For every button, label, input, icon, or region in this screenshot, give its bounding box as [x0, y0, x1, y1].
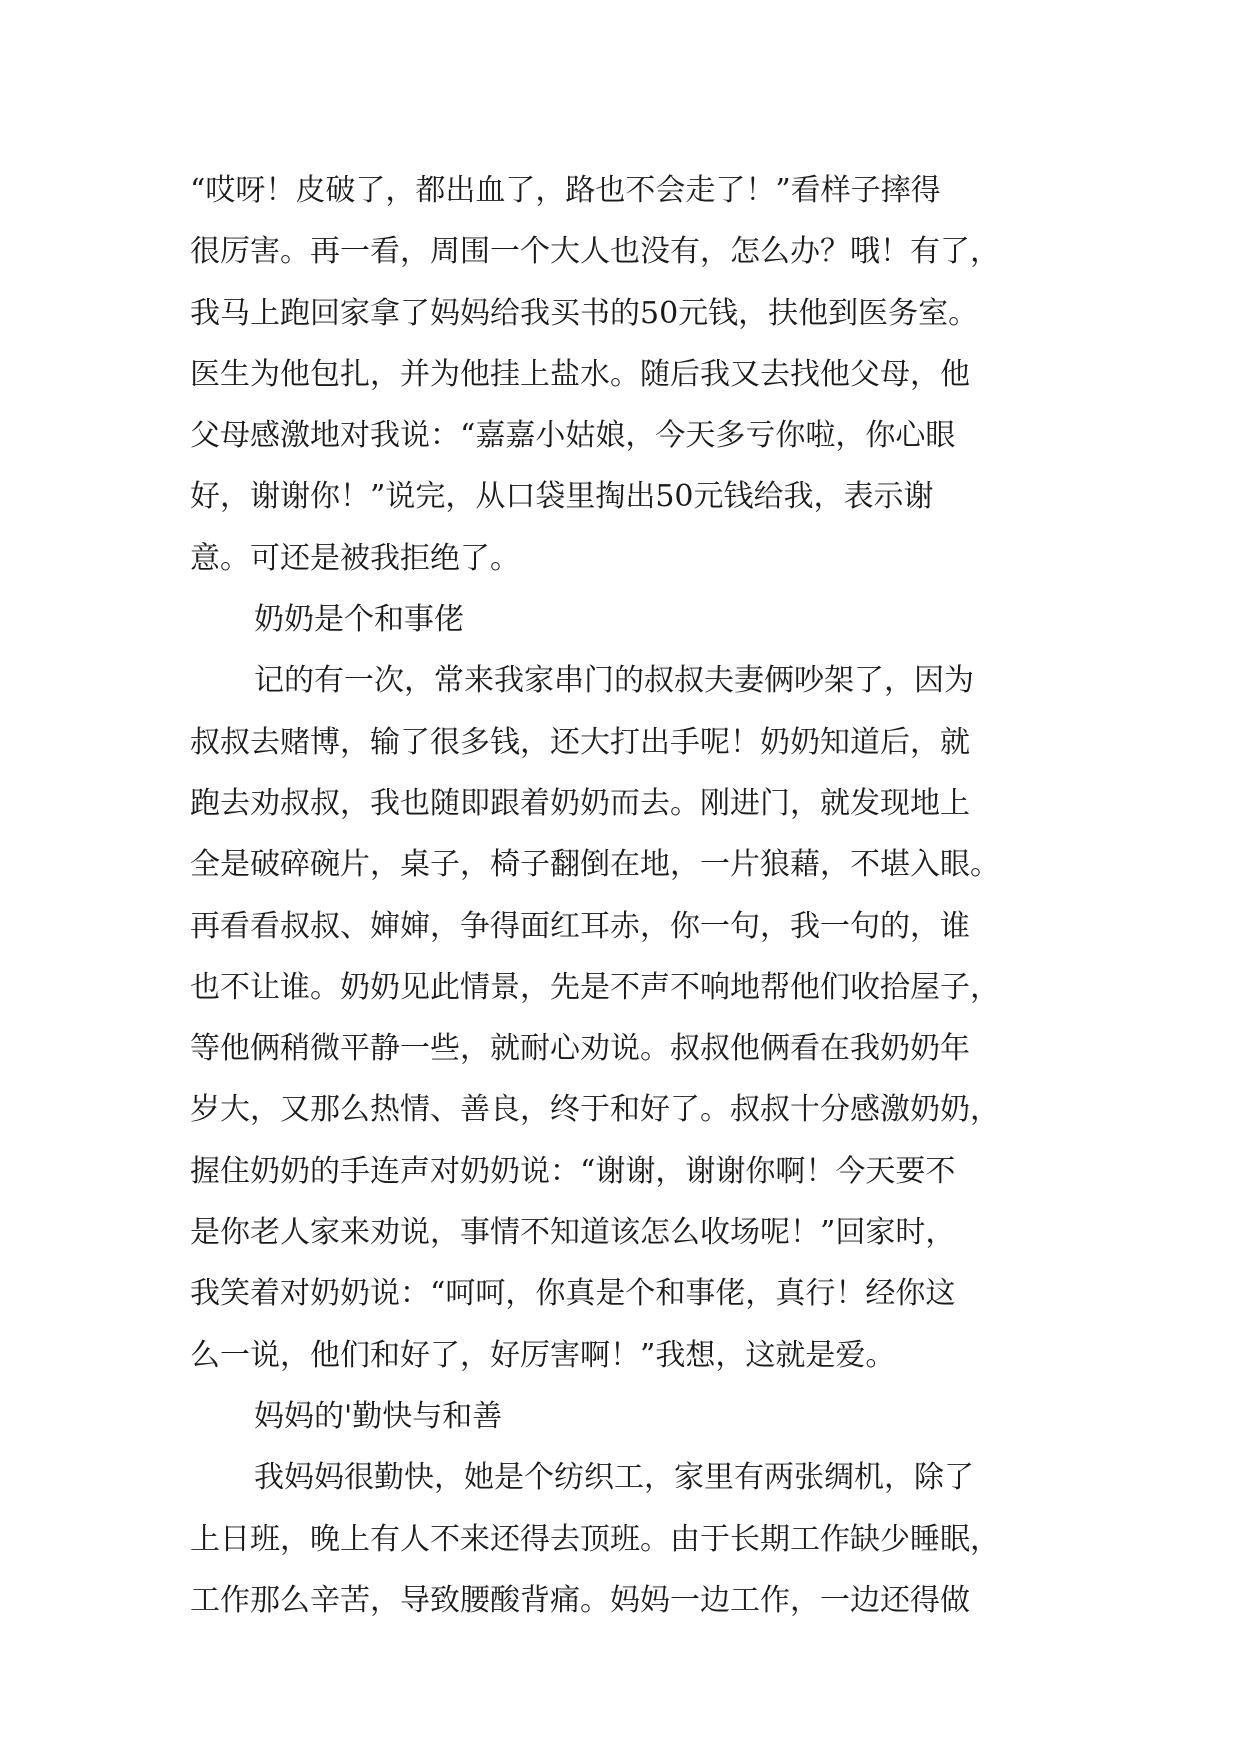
text-line: 上日班，晚上有人不来还得去顶班。由于长期工作缺少睡眠， — [190, 1521, 1000, 1557]
text-line: 也不让谁。奶奶见此情景，先是不声不响地帮他们收拾屋子， — [190, 969, 1000, 1005]
text-line: “哎呀！皮破了，都出血了，路也不会走了！”看样子摔得 — [190, 173, 941, 208]
text-line: 再看看叔叔、婶婶，争得面红耳赤，你一句，我一句的，谁 — [190, 908, 970, 944]
text-line: 我马上跑回家拿了妈妈给我买书的50元钱，扶他到医务室。 — [190, 295, 979, 331]
text-line: 么一说，他们和好了，好厉害啊！”我想，这就是爱。 — [190, 1337, 896, 1373]
section-heading: 奶奶是个和事佬 — [254, 602, 464, 638]
section-heading: 妈妈的'勤快与和善 — [254, 1398, 503, 1434]
paragraph-first-line: 记的有一次，常来我家串门的叔叔夫妻俩吵架了，因为 — [254, 663, 974, 699]
text-line: 医生为他包扎，并为他挂上盐水。随后我又去找他父母，他 — [190, 356, 970, 392]
text-line: 握住奶奶的手连声对奶奶说：“谢谢，谢谢你啊！今天要不 — [190, 1153, 956, 1189]
text-line: 全是破碎碗片，桌子，椅子翻倒在地，一片狼藉，不堪入眼。 — [190, 847, 1000, 883]
text-line: 岁大，又那么热情、善良，终于和好了。叔叔十分感激奶奶， — [190, 1092, 1000, 1128]
text-line: 我笑着对奶奶说：“呵呵，你真是个和事佬，真行！经你这 — [190, 1276, 956, 1312]
text-line: 叔叔去赌博，输了很多钱，还大打出手呢！奶奶知道后，就 — [190, 724, 970, 760]
paragraph-first-line: 我妈妈很勤快，她是个纺织工，家里有两张绸机，除了 — [254, 1460, 974, 1496]
text-line: 好，谢谢你！”说完，从口袋里掏出50元钱给我，表示谢 — [190, 479, 934, 515]
text-line: 是你老人家来劝说，事情不知道该怎么收场呢！”回家时， — [190, 1215, 956, 1251]
text-line: 跑去劝叔叔，我也随即跟着奶奶而去。刚进门，就发现地上 — [190, 785, 970, 821]
text-line: 父母感激地对我说：“嘉嘉小姑娘，今天多亏你啦，你心眼 — [190, 418, 956, 454]
text-line: 等他俩稍微平静一些，就耐心劝说。叔叔他俩看在我奶奶年 — [190, 1031, 970, 1067]
document-page — [190, 160, 1070, 1631]
text-line: 意。可还是被我拒绝了。 — [190, 540, 520, 576]
text-line: 工作那么辛苦，导致腰酸背痛。妈妈一边工作，一边还得做 — [190, 1582, 970, 1618]
text-line: 很厉害。再一看，周围一个大人也没有，怎么办？哦！有了， — [190, 234, 1000, 270]
